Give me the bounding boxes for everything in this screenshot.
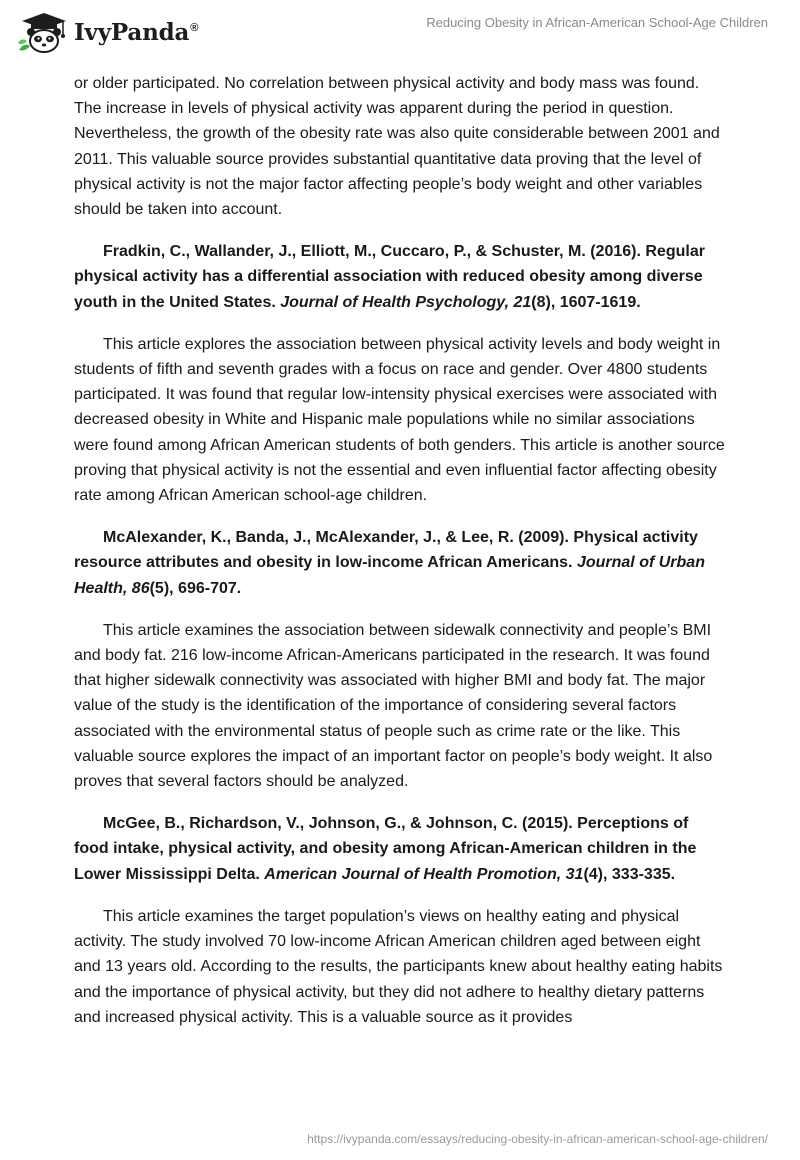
running-title: Reducing Obesity in African-American School-Age Children [426,15,768,30]
ivypanda-logo[interactable] [16,10,198,54]
page-header [0,0,800,60]
reference-mcalexander-2009 [74,525,726,601]
panda-graduation-cap-icon [16,10,72,54]
reference-authors-title: McGee, B., Richardson, V., Johnson, G., & Johnson, C. (2015). Perceptions of food intake, physical activity, and obesity among African-American children in the Lower Mississippi Delta. [74,815,697,883]
annotation-mcalexander: This article examines the association between sidewalk connectivity and people’s BMI and body fat. 216 low-income African-Americans participated in the research. It was found that higher sidewalk connectivity was associated with higher BMI and body fat. The major value of the study is the identification of the importance of considering several factors associated with the environmental status of people such as crime rate or the like. This valuable source explores the impact of an important factor on people’s body weight. It also proves that several factors should be analyzed. [74,621,713,791]
reference-issue-pages: (5), 696-707. [149,579,242,597]
reference-issue-pages: (8), 1607-1619. [531,293,641,311]
source-url-link[interactable]: https://ivypanda.com/essays/reducing-obesity-in-african-american-school-age-children/ [307,1132,768,1146]
logo-wordmark: IvyPanda® [74,18,199,46]
reference-mcgee-2015 [74,811,726,887]
paragraph-continuation: or older participated. No correlation between physical activity and body mass was found. The increase in levels of physical activity was apparent during the period in question. Nevertheless, the growth of the obesity rate was also quite considerable between 2001 and 2011. This valuable source provides substantial quantitative data proving that the level of physical activity is not the major factor affecting people’s body weight and other variables should be taken into account. [74,75,720,219]
registered-mark: ® [190,21,199,34]
reference-authors-title: McAlexander, K., Banda, J., McAlexander, J., & Lee, R. (2009). Physical activity resource attributes and obesity in low-income African Americans. [74,529,698,572]
reference-fradkin-2016 [74,239,726,315]
reference-issue-pages: (4), 333-335. [583,865,676,883]
document-body [74,71,726,1047]
reference-journal: Journal of Health Psychology, 21 [280,293,532,311]
reference-authors-title: Fradkin, C., Wallander, J., Elliott, M., Cuccaro, P., & Schuster, M. (2016). Regular physical activity has a differential association with reduced obesity among diverse youth in the United States. [74,243,705,311]
reference-journal: Journal of Urban Health, 86 [74,554,705,597]
annotation-fradkin: This article explores the association between physical activity levels and body weight in students of fifth and seventh grades with a focus on race and gender. Over 4800 students participated. It was found that regular low-intensity physical exercises were associated with decreased obesity in White and Hispanic male populations while no similar associations were found among African American students of both genders. This article is another source proving that physical activity is not the essential and even influential factor affecting obesity rate among African American school-age children. [74,335,725,505]
reference-journal: American Journal of Health Promotion, 31 [264,865,584,883]
annotation-mcgee: This article examines the target population’s views on healthy eating and physical activity. The study involved 70 low-income African American children aged between eight and 13 years old. According to the results, the participants knew about healthy eating habits and the importance of physical activity, but they did not adhere to healthy dietary patterns and increased physical activity. This is a valuable source as it provides [74,907,723,1026]
